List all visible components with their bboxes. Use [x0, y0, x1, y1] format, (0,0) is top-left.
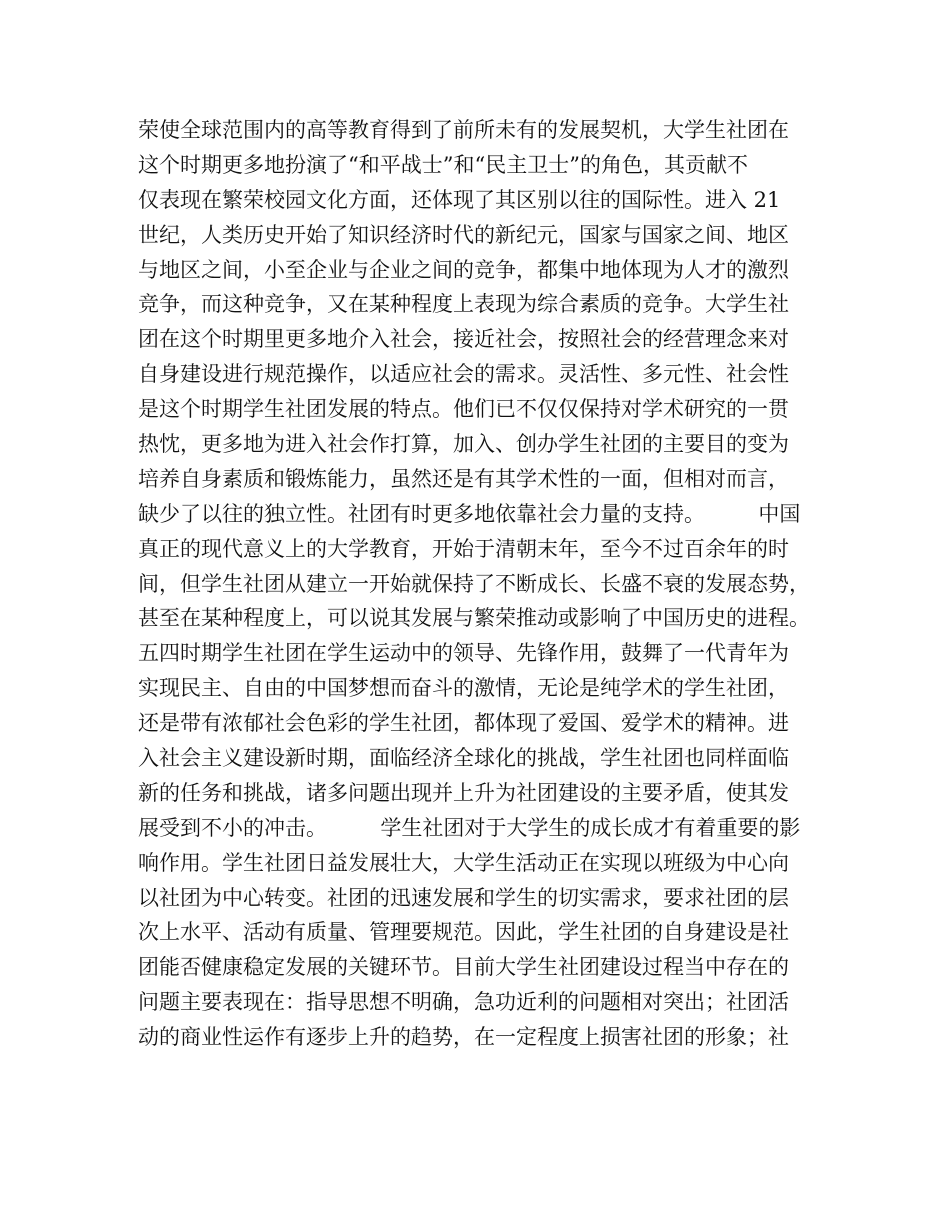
text-line: 响作用。学生社团日益发展壮大，大学生活动正在实现以班级为中心向 [138, 850, 789, 875]
text-line: 团在这个时期里更多地介入社会，接近社会，按照社会的经营理念来对 [138, 327, 789, 352]
text-line: 这个时期更多地扮演了“和平战士”和“民主卫士”的角色，其贡献不 [138, 152, 748, 177]
text-line: 间，但学生社团从建立一开始就保持了不断成长、长盛不衰的发展态势， [138, 571, 810, 596]
text-line: 还是带有浓郁社会色彩的学生社团，都体现了爱国、爱学术的精神。进 [138, 711, 789, 736]
text-line: 问题主要表现在：指导思想不明确，急功近利的问题相对突出；社团活 [138, 990, 789, 1015]
text-line: 以社团为中心转变。社团的迅速发展和学生的切实需求，要求社团的层 [138, 885, 789, 910]
text-line: 展受到不小的冲击。 学生社团对于大学生的成长成才有着重要的影 [138, 815, 801, 840]
text-line: 世纪，人类历史开始了知识经济时代的新纪元，国家与国家之间、地区 [138, 222, 789, 247]
text-line: 团能否健康稳定发展的关键环节。目前大学生社团建设过程当中存在的 [138, 955, 789, 980]
text-line: 真正的现代意义上的大学教育，开始于清朝末年，至今不过百余年的时 [138, 536, 789, 561]
text-line: 竞争，而这种竞争，又在某种程度上表现为综合素质的竞争。大学生社 [138, 292, 789, 317]
text-line: 新的任务和挑战，诸多问题出现并上升为社团建设的主要矛盾，使其发 [138, 780, 789, 805]
text-line: 培养自身素质和锻炼能力，虽然还是有其学术性的一面，但相对而言， [138, 466, 789, 491]
text-line: 自身建设进行规范操作，以适应社会的需求。灵活性、多元性、社会性 [138, 362, 789, 387]
text-line: 仅表现在繁荣校园文化方面，还体现了其区别以往的国际性。进入 21 [138, 187, 781, 212]
text-line: 五四时期学生社团在学生运动中的领导、先锋作用，鼓舞了一代青年为 [138, 641, 789, 666]
text-line: 热忱，更多地为进入社会作打算，加入、创办学生社团的主要目的变为 [138, 432, 789, 457]
body-text [138, 113, 818, 1055]
text-line: 是这个时期学生社团发展的特点。他们已不仅仅保持对学术研究的一贯 [138, 397, 789, 422]
text-line: 甚至在某种程度上，可以说其发展与繁荣推动或影响了中国历史的进程。 [138, 606, 810, 631]
text-line: 与地区之间，小至企业与企业之间的竞争，都集中地体现为人才的激烈 [138, 257, 789, 282]
text-line: 入社会主义建设新时期，面临经济全球化的挑战，学生社团也同样面临 [138, 746, 789, 771]
text-line: 动的商业性运作有逐步上升的趋势，在一定程度上损害社团的形象；社 [138, 1025, 789, 1050]
text-line: 缺少了以往的独立性。社团有时更多地依靠社会力量的支持。 中国 [138, 501, 801, 526]
text-line: 实现民主、自由的中国梦想而奋斗的激情，无论是纯学术的学生社团， [138, 676, 789, 701]
text-line: 荣使全球范围内的高等教育得到了前所未有的发展契机，大学生社团在 [138, 118, 789, 142]
text-line: 次上水平、活动有质量、管理要规范。因此，学生社团的自身建设是社 [138, 920, 789, 945]
